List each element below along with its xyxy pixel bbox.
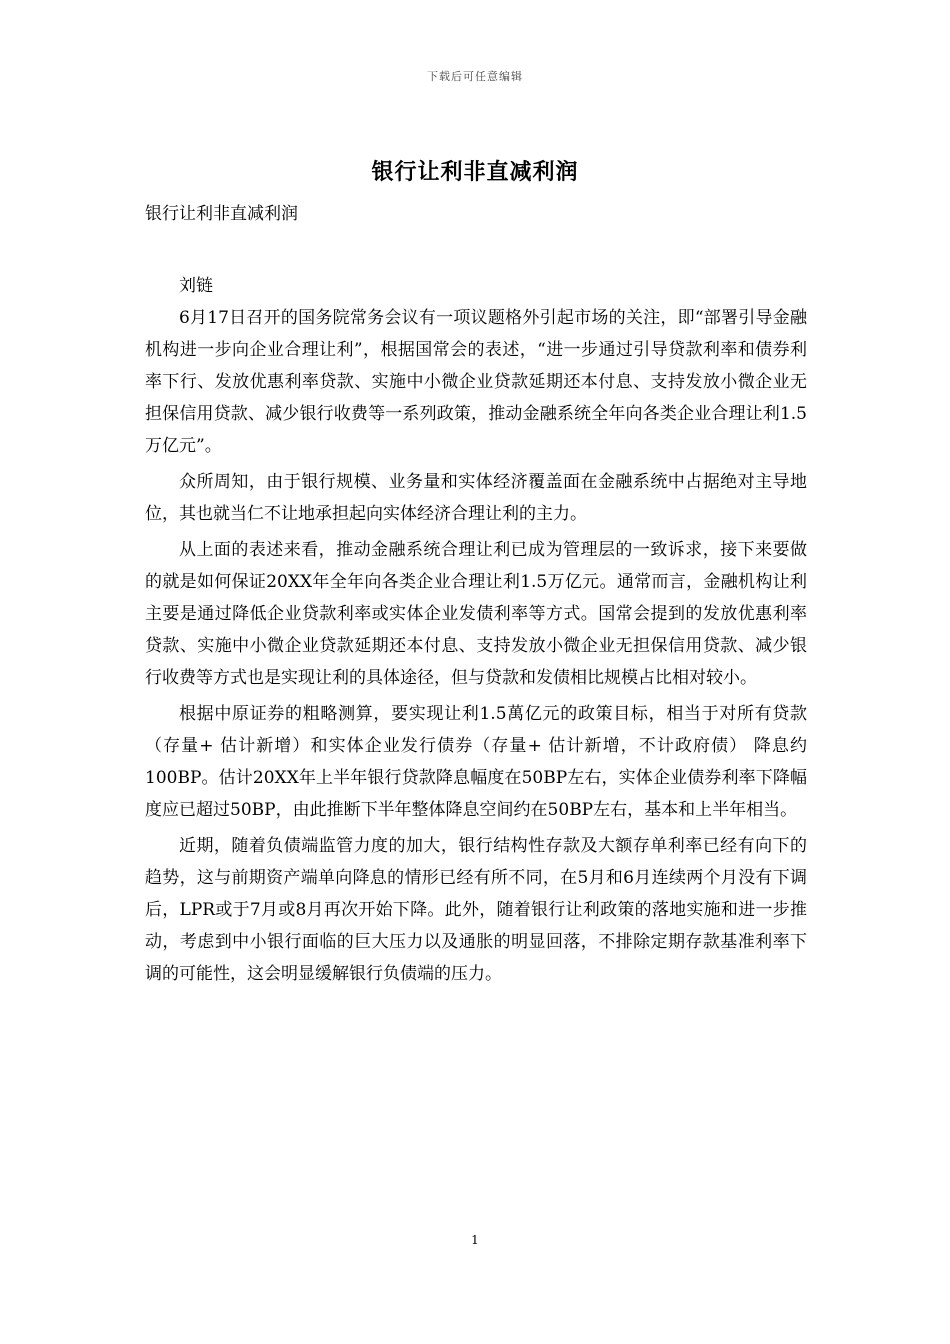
blank-line [145,230,807,270]
paragraph-2: 众所周知，由于银行规模、业务量和实体经济覆盖面在金融系统中占据绝对主导地位，其也就当仁不让地承担起向实体经济合理让利的主力。 [145,472,807,524]
author-name: 刘链 [179,276,213,296]
paragraph-1: 6月17日召开的国务院常务会议有一项议题格外引起市场的关注，即“部署引导金融机构进一步向企业合理让利”，根据国常会的表述，“进一步通过引导贷款利率和债券利率下行、发放优惠利率贷款、实施中小微企业贷款延期还本付息、支持发放小微企业无担保信用贷款、减少银行收费等一系列政策，推动金融系统全年向各类企业合理让利1.5万亿元”。 [145,308,807,456]
header-note: 下载后可任意编辑 [427,70,523,83]
paragraph-4: 根据中原证券的粗略测算，要实现让利1.5萬亿元的政策目标，相当于对所有贷款（存量+ 估计新增）和实体企业发行债券（存量+ 估计新增，不计政府债） 降息约100BP。估计20XX年上半年银行贷款降息幅度在50BP左右，实体企业债券利率下降幅度应已超过50BP，由此推断下半年整体降息空间约在50BP左右，基本和上半年相当。 [145,704,807,820]
paragraph-3: 从上面的表述来看，推动金融系统合理让利已成为管理层的一致诉求，接下来要做的就是如何保证20XX年全年向各类企业合理让利1.5万亿元。通常而言，金融机构让利主要是通过降低企业贷款利率或实体企业发债利率等方式。国常会提到的发放优惠利率贷款、实施中小微企业贷款延期还本付息、支持发放小微企业无担保信用贷款、减少银行收费等方式也是实现让利的具体途径，但与贷款和发债相比规模占比相对较小。 [145,540,807,688]
document-subtitle: 银行让利非直减利润 [145,204,298,224]
document-body [145,198,807,990]
document-title: 银行让利非直减利润 [371,159,579,185]
page-number: 1 [471,1233,479,1247]
paragraph-5: 近期，随着负债端监管力度的加大，银行结构性存款及大额存单利率已经有向下的趋势，这与前期资产端单向降息的情形已经有所不同，在5月和6月连续两个月没有下调后，LPR或于7月或8月再次开始下降。此外，随着银行让利政策的落地实施和进一步推动，考虑到中小银行面临的巨大压力以及通胀的明显回落，不排除定期存款基准利率下调的可能性，这会明显缓解银行负债端的压力。 [145,836,807,984]
